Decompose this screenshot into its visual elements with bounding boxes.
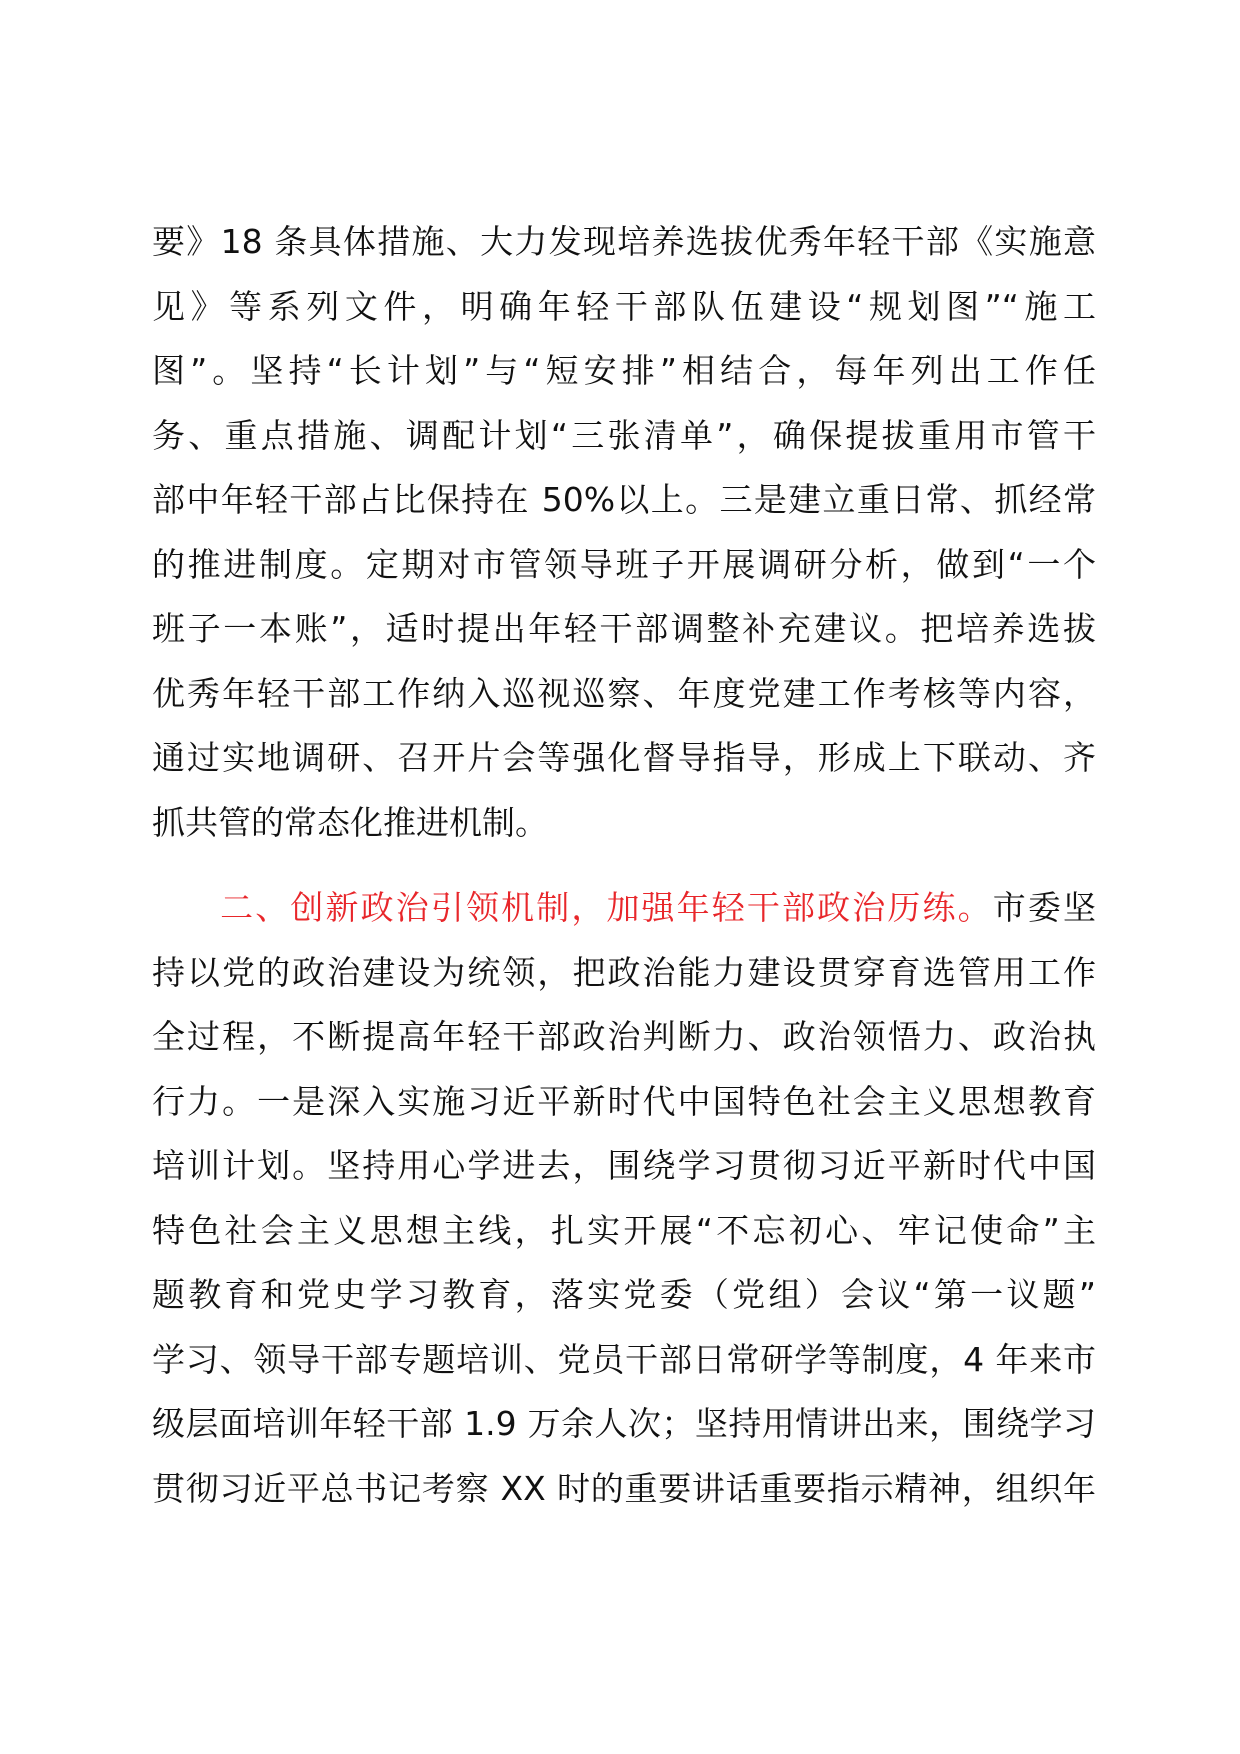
paragraph-line: 务、重点措施、调配计划“三张清单”，确保提拔重用市管干 (152, 415, 1096, 455)
paragraph-1 (152, 210, 1096, 855)
paragraph-line: 部中年轻干部占比保持在 50%以上。三是建立重日常、抓经常 (152, 480, 1096, 519)
paragraph-line: 要》18 条具体措施、大力发现培养选拔优秀年轻干部《实施意 (152, 222, 1096, 261)
paragraph-line: 的推进制度。定期对市管领导班子开展调研分析，做到“一个 (152, 544, 1096, 584)
paragraph-first-line (152, 876, 1096, 941)
paragraph-line: 题教育和党史学习教育，落实党委（党组）会议“第一议题” (152, 1275, 1096, 1314)
paragraph-line: 全过程，不断提高年轻干部政治判断力、政治领悟力、政治执 (152, 1017, 1096, 1056)
paragraph-line: 抓共管的常态化推进机制。 (152, 802, 548, 842)
paragraph-line: 通过实地调研、召开片会等强化督导指导，形成上下联动、齐 (152, 738, 1096, 777)
paragraph-line: 级层面培训年轻干部 1.9 万余人次；坚持用情讲出来，围绕学习 (152, 1404, 1096, 1443)
paragraph-line: 优秀年轻干部工作纳入巡视巡察、年度党建工作考核等内容， (152, 673, 1096, 713)
paragraph-line: 贯彻习近平总书记考察 XX 时的重要讲话重要指示精神，组织年 (152, 1468, 1096, 1508)
paragraph-line: 见》等系列文件，明确年轻干部队伍建设“规划图”“施工 (152, 286, 1096, 326)
section-heading: 二、创新政治引领机制，加强年轻干部政治历练。 (218, 888, 993, 927)
paragraph-2 (152, 876, 1096, 1521)
paragraph-line: 班子一本账”，适时提出年轻干部调整补充建议。把培养选拔 (152, 609, 1096, 648)
paragraph-line: 行力。一是深入实施习近平新时代中国特色社会主义思想教育 (152, 1081, 1096, 1121)
paragraph-line: 培训计划。坚持用心学进去，围绕学习贯彻习近平新时代中国 (152, 1146, 1096, 1185)
paragraph-line: 特色社会主义思想主线，扎实开展“不忘初心、牢记使命”主 (152, 1210, 1096, 1250)
paragraph-line: 图”。坚持“长计划”与“短安排”相结合，每年列出工作任 (152, 351, 1096, 390)
paragraph-line-rest: 市委坚 (992, 888, 1097, 927)
paragraph-line: 持以党的政治建设为统领，把政治能力建设贯穿育选管用工作 (152, 952, 1096, 992)
paragraph-line: 学习、领导干部专题培训、党员干部日常研学等制度，4 年来市 (152, 1339, 1096, 1379)
